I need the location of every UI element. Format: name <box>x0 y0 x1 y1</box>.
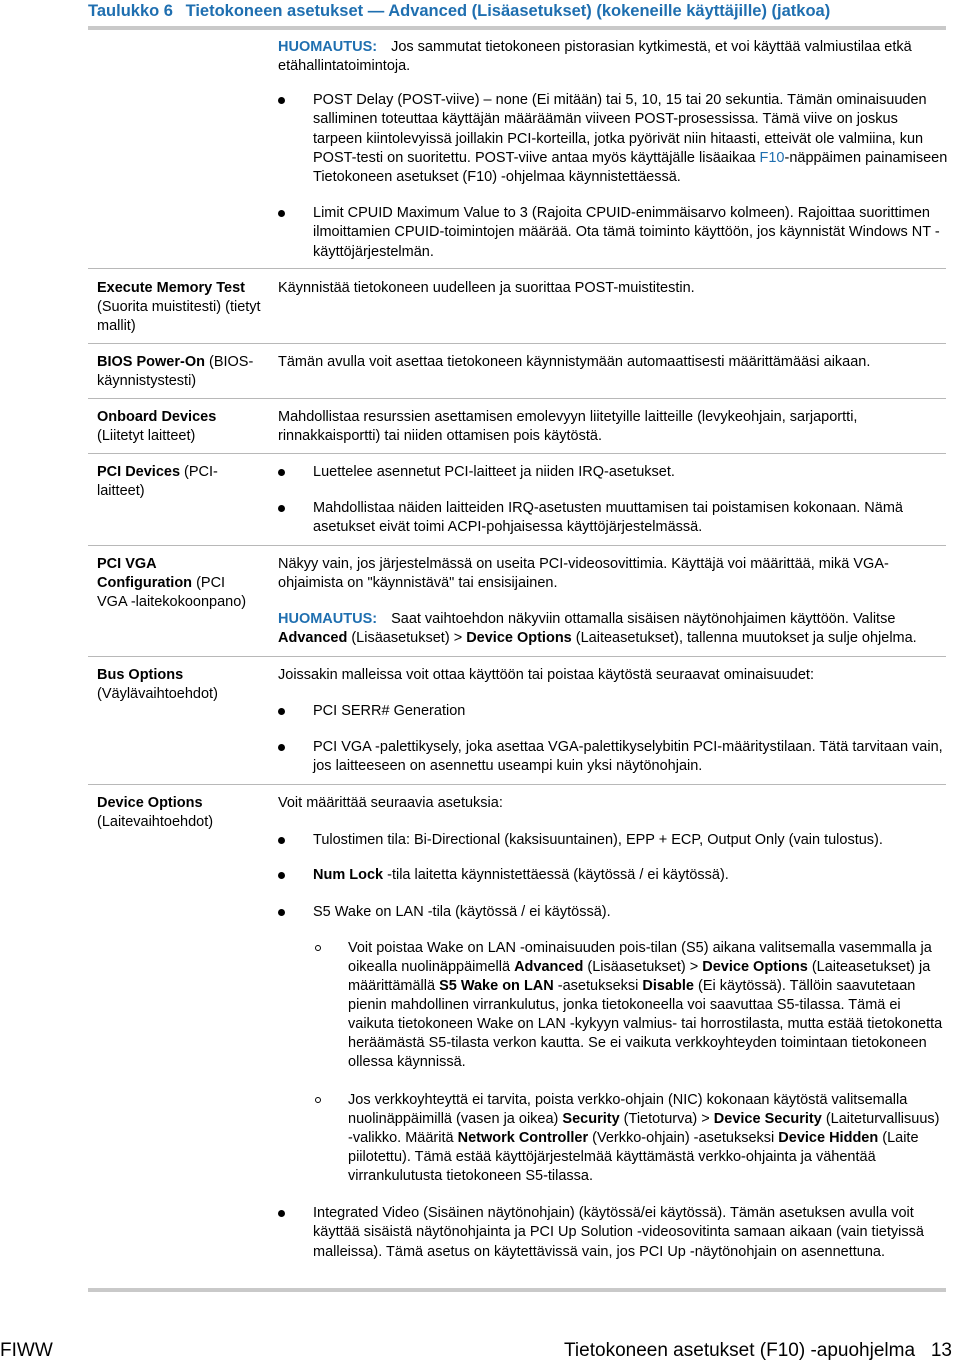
pci-bullet-irq: Mahdollistaa näiden laitteiden IRQ-asetusten muuttamisen tai poistamisen kokonaan. Nämä asetukset eivät toimi ACPI-pohjaisessa käyttöjärjestelmässä. <box>278 499 948 538</box>
setting-description: Mahdollistaa resurssien asettamisen emolevyyn liitetyille laitteille (levykeohjain, sarjaportti, rinnakkaisportti) tai niiden ottamisen pois käytöstä. <box>278 409 858 445</box>
setting-description: Tämän avulla voit asettaa tietokoneen käynnistymään automaattisesti määrittämääsi aikaan. <box>278 354 871 370</box>
sub-bullet-icon <box>315 945 321 951</box>
table-row-bus-options <box>88 656 946 784</box>
bullet-icon <box>278 210 285 217</box>
bullet-icon <box>278 97 285 104</box>
bullet-icon <box>278 909 285 916</box>
intro-note <box>278 38 948 77</box>
device-subbullet-hide-nic: Jos verkkoyhteyttä ei tarvita, poista verkko-ohjain (NIC) kokonaan käytöstä valitsemalla nuolinäppäimillä (vasen ja oikea) Security (Tietoturva) > Device Security (Laiteturvallisuus) -valikko. Määritä Network Controller (Verkko-ohjain) -asetukseksi Device Hidden (Laite piilotettu). Tämä estää käyttöjärjestelmää käyttämästä verkko-ohjainta ja vähentää virrankulutusta tietokoneen S5-tilassa. <box>313 1091 948 1186</box>
table-row-bios-power-on <box>88 343 946 398</box>
footer-left: FIWW <box>0 1340 53 1361</box>
setting-name: PCI Devices (PCI-laitteet) <box>97 464 218 499</box>
table-row-pci-vga-configuration <box>88 545 946 656</box>
setting-name: Onboard Devices (Liitetyt laitteet) <box>97 409 217 444</box>
setting-name: PCI VGA Configuration (PCI VGA -laitekokoonpano) <box>97 556 247 610</box>
device-subbullet-disable-wol: Voit poistaa Wake on LAN -ominaisuuden pois-tilan (S5) aikana valitsemalla vasemmalla ja oikealla nuolinäppäimellä Advanced (Lisäasetukset) > Device Options (Laiteasetukset) ja määrittämällä S5 Wake on LAN -asetukseksi Disable (Ei käytössä). Tällöin saavutetaan pienin mahdollinen virrankulutus, jonka tietokoneella voi saavuttaa S5-tilassa. Tämä ei vaikuta tietokoneen Wake on LAN -kykyyn valmius- tai horrostilasta, mutta estää tietokonetta heräämästä S5-tilasta verkon kautta. Se ei vaikuta verkkoyhteyden toimintaan tietokoneen ollessa käynnissä. <box>313 939 948 1072</box>
bus-bullet-vga-palette: PCI VGA -palettikysely, joka asettaa VGA-palettikyselybitin PCI-määritystilaan. Tätä tarvitaan vain, jos laitteeseen on asennettu useampi kuin yksi näytönohjain. <box>278 738 948 777</box>
table-row-device-options <box>88 784 946 1289</box>
setting-description: Voit määrittää seuraavia asetuksia: <box>278 795 503 811</box>
bullet-icon <box>278 505 285 512</box>
footer-right: Tietokoneen asetukset (F10) -apuohjelma 13 <box>564 1340 952 1361</box>
intro-bullet-cpuid: Limit CPUID Maximum Value to 3 (Rajoita CPUID-enimmäisarvo kolmeen). Rajoittaa suorittimen ilmoittamien CPUID-toimintojen määrää. Ota tämä toiminto käyttöön, jos käynnistät Windows NT -käyttöjärjestelmän. <box>278 204 948 262</box>
device-bullet-s5-wake: S5 Wake on LAN -tila (käytössä / ei käytössä). <box>278 903 948 922</box>
bullet-icon <box>278 469 285 476</box>
table-row-pci-devices <box>88 453 946 545</box>
bullet-icon <box>278 708 285 715</box>
key-f10: F10 <box>759 149 785 166</box>
setting-description: Näkyy vain, jos järjestelmässä on useita PCI-videosovittimia. Käyttäjä voi määrittää, mikä VGA-ohjaimista on "käynnistävä" tai ensisijainen. <box>278 556 889 592</box>
bullet-icon <box>278 872 285 879</box>
caption-title: Tietokoneen asetukset — Advanced (Lisäasetukset) (kokeneille käyttäjille) (jatkoa) <box>185 2 831 20</box>
bus-bullet-serr: PCI SERR# Generation <box>278 702 948 721</box>
sub-bullet-icon <box>315 1097 321 1103</box>
intro-bullet-post-delay: POST Delay (POST-viive) – none (Ei mitään) tai 5, 10, 15 tai 20 sekuntia. Tämän ominaisuuden salliminen toteuttaa käyttäjän määräämän viiveen POST-prosessissa. Tämä viive on joskus tarpeen kiintolevyissä joillakin PCI-korteilla, jotka pyörivät niin hitaasti, etteivät ole valmiina, kun POST-testi on suoritettu. POST-viive antaa myös käyttäjälle lisäaikaa F10-näppäimen painamiseen Tietokoneen asetukset (F10) -ohjelmaa käynnistettäessä. <box>278 91 948 187</box>
note-label: HUOMAUTUS: <box>278 39 378 55</box>
bullet-icon <box>278 837 285 844</box>
setting-name: BIOS Power-On (BIOS-käynnistystesti) <box>97 354 254 389</box>
note-text: Jos sammutat tietokoneen pistorasian kytkimestä, et voi käyttää valmiustilaa etkä etähallintatoimintoja. <box>278 39 912 75</box>
setting-description: Käynnistää tietokoneen uudelleen ja suorittaa POST-muistitestin. <box>278 280 695 296</box>
bullet-icon <box>278 1210 285 1217</box>
setting-description: Joissakin malleissa voit ottaa käyttöön tai poistaa käytöstä seuraavat ominaisuudet: <box>278 667 814 683</box>
device-bullet-printer: Tulostimen tila: Bi-Directional (kaksisuuntainen), EPP + ECP, Output Only (vain tulostus). <box>278 831 948 850</box>
table-top-rule <box>88 26 946 30</box>
bullet-icon <box>278 744 285 751</box>
device-bullet-integrated-video: Integrated Video (Sisäinen näytönohjain) (käytössä/ei käytössä). Tämän asetuksen avulla voit käyttää sisäistä näytönohjainta ja PCI Up Solution -videosovitinta samaan aikaan (vain tietyissä malleissa). Tämä asetus on käytettävissä vain, jos PCI Up -näytönohjain on asennettuna. <box>278 1204 948 1262</box>
table-row-execute-memory-test <box>88 268 946 343</box>
setting-name: Bus Options (Väylävaihtoehdot) <box>97 667 218 702</box>
caption-label: Taulukko 6 <box>88 2 173 20</box>
device-bullet-numlock: Num Lock -tila laitetta käynnistettäessä (käytössä / ei käytössä). <box>278 866 948 885</box>
vga-note: HUOMAUTUS: Saat vaihtoehdon näkyviin ottamalla sisäisen näytönohjaimen käyttöön. Valitse Advanced (Lisäasetukset) > Device Options (Laiteasetukset), tallenna muutokset ja sulje ohjelma. <box>278 611 917 647</box>
table-bottom-rule <box>88 1288 946 1292</box>
setting-name: Device Options (Laitevaihtoehdot) <box>97 795 214 830</box>
setting-name: Execute Memory Test (Suorita muistitesti) (tietyt mallit) <box>97 280 261 334</box>
note-label: HUOMAUTUS: <box>278 611 378 627</box>
table-row-onboard-devices <box>88 398 946 453</box>
table-caption <box>88 2 830 21</box>
pci-bullet-list: Luettelee asennetut PCI-laitteet ja niiden IRQ-asetukset. <box>278 463 948 482</box>
